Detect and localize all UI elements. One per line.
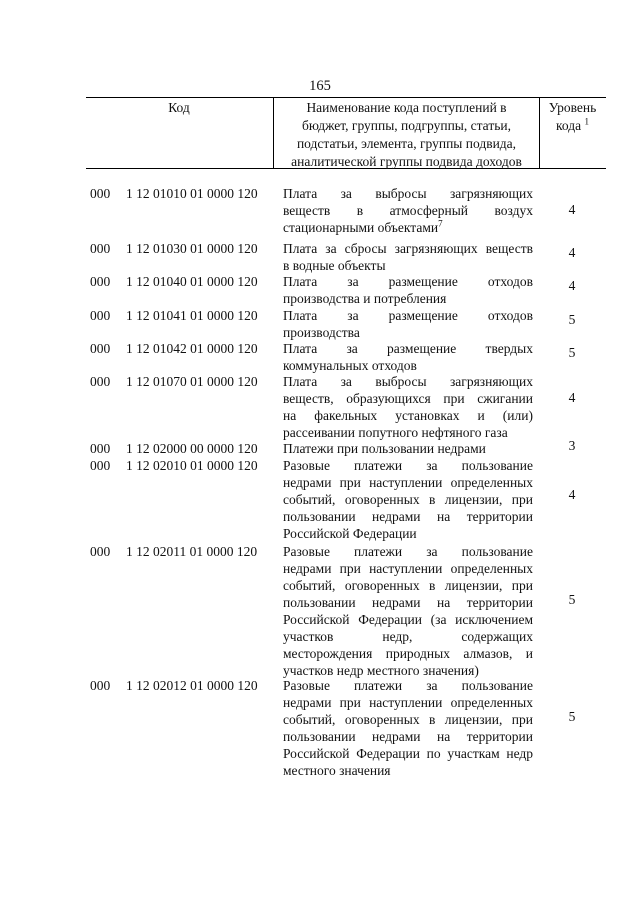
row-name-line: Российской Федерации bbox=[283, 526, 417, 541]
row-name-line: участков недр местного значения) bbox=[283, 663, 479, 678]
row-name-line: рассеивании попутного нефтяного газа bbox=[283, 425, 508, 440]
row-code: 1 12 02012 01 0000 120 bbox=[126, 678, 258, 693]
row-name-line: недрами при наступлении определенных bbox=[283, 695, 533, 710]
row-prefix: 000 bbox=[90, 458, 111, 473]
header-level-text: кода bbox=[556, 118, 582, 133]
row-prefix: 000 bbox=[90, 374, 111, 389]
row-level: 4 bbox=[568, 202, 576, 217]
row-name-line: событий, оговоренных в лицензии, при bbox=[283, 578, 533, 593]
table-header bbox=[86, 97, 606, 169]
row-name-line: пользовании недрами на территории bbox=[283, 509, 533, 524]
row-name-line: коммунальных отходов bbox=[283, 358, 417, 373]
row-name bbox=[283, 185, 533, 236]
header-level-cell bbox=[539, 98, 606, 168]
row-name-text: стационарными объектами bbox=[283, 220, 439, 235]
row-level: 5 bbox=[568, 345, 576, 360]
row-name-line: производства bbox=[283, 325, 360, 340]
row-name-line: Плата за выбросы загрязняющих bbox=[283, 374, 533, 389]
row-name-line: событий, оговоренных в лицензии, при bbox=[283, 492, 533, 507]
row-name-line: недрами при наступлении определенных bbox=[283, 475, 533, 490]
row-prefix: 000 bbox=[90, 441, 111, 456]
row-prefix: 000 bbox=[90, 274, 111, 289]
row-name-line: Плата за сбросы загрязняющих веществ bbox=[283, 241, 533, 256]
row-level: 4 bbox=[568, 245, 576, 260]
row-name bbox=[283, 340, 533, 374]
header-name-line: бюджет, группы, подгруппы, статьи, bbox=[302, 118, 511, 133]
header-name-line: Наименование кода поступлений в bbox=[306, 100, 507, 115]
row-level: 5 bbox=[568, 592, 576, 607]
row-code: 1 12 02010 01 0000 120 bbox=[126, 458, 258, 473]
header-level-sup: 1 bbox=[584, 116, 589, 127]
row-name-line: Российской Федерации (за исключением bbox=[283, 612, 533, 627]
row-level: 3 bbox=[568, 438, 576, 453]
row-name-line bbox=[283, 219, 533, 236]
row-prefix: 000 bbox=[90, 544, 111, 559]
row-prefix: 000 bbox=[90, 241, 111, 256]
row-prefix: 000 bbox=[90, 186, 111, 201]
row-name bbox=[283, 543, 533, 679]
row-name bbox=[283, 440, 533, 457]
header-code: Код bbox=[168, 100, 190, 115]
footnote-marker: 7 bbox=[438, 218, 443, 229]
row-level: 5 bbox=[568, 709, 576, 724]
row-name-line: недрами при наступлении определенных bbox=[283, 561, 533, 576]
row-code: 1 12 02000 00 0000 120 bbox=[126, 441, 258, 456]
row-name-line: Плата за размещение отходов bbox=[283, 274, 533, 289]
row-name-line: событий, оговоренных в лицензии, при bbox=[283, 712, 533, 727]
page-number: 165 bbox=[309, 78, 331, 94]
row-name-line: веществ, образующихся при сжигании bbox=[283, 391, 533, 406]
row-code: 1 12 02011 01 0000 120 bbox=[126, 544, 258, 559]
row-name-line: Разовые платежи за пользование bbox=[283, 458, 533, 473]
row-name bbox=[283, 240, 533, 274]
row-name bbox=[283, 457, 533, 542]
row-name-line: производства и потребления bbox=[283, 291, 447, 306]
header-level-line2 bbox=[539, 116, 606, 134]
row-code: 1 12 01040 01 0000 120 bbox=[126, 274, 258, 289]
row-name-line: Плата за размещение твердых bbox=[283, 341, 533, 356]
row-name-line: Разовые платежи за пользование bbox=[283, 544, 533, 559]
row-code: 1 12 01070 01 0000 120 bbox=[126, 374, 258, 389]
row-level: 5 bbox=[568, 312, 576, 327]
header-name-line: аналитической группы подвида доходов bbox=[291, 154, 522, 169]
row-prefix: 000 bbox=[90, 341, 111, 356]
row-name-line: в водные объекты bbox=[283, 258, 386, 273]
row-code: 1 12 01030 01 0000 120 bbox=[126, 241, 258, 256]
row-name-line: на факельных установках и (или) bbox=[283, 408, 533, 423]
row-prefix: 000 bbox=[90, 308, 111, 323]
row-level: 4 bbox=[568, 278, 576, 293]
row-name-line: Платежи при пользовании недрами bbox=[283, 441, 486, 456]
row-name-line: веществ в атмосферный воздух bbox=[283, 203, 533, 218]
header-code-cell bbox=[86, 98, 272, 168]
row-name-line: участков недр, содержащих bbox=[283, 629, 533, 644]
row-code: 1 12 01042 01 0000 120 bbox=[126, 341, 258, 356]
row-level: 4 bbox=[568, 390, 576, 405]
header-name-line: подстатьи, элемента, группы подвида, bbox=[296, 136, 517, 151]
row-name-line: пользовании недрами на территории bbox=[283, 595, 533, 610]
row-name-line: Разовые платежи за пользование bbox=[283, 678, 533, 693]
row-name-line: Плата за выбросы загрязняющих bbox=[283, 186, 533, 201]
row-name bbox=[283, 373, 533, 441]
row-code: 1 12 01010 01 0000 120 bbox=[126, 186, 258, 201]
row-name-line: Плата за размещение отходов bbox=[283, 308, 533, 323]
row-name-line: Российской Федерации по участкам недр bbox=[283, 746, 533, 761]
row-name bbox=[283, 273, 533, 307]
row-name-line: местного значения bbox=[283, 763, 391, 778]
row-name bbox=[283, 677, 533, 779]
row-level: 4 bbox=[568, 487, 576, 502]
row-name bbox=[283, 307, 533, 341]
row-code: 1 12 01041 01 0000 120 bbox=[126, 308, 258, 323]
header-level-line1: Уровень bbox=[548, 100, 597, 115]
row-prefix: 000 bbox=[90, 678, 111, 693]
row-name-line: пользовании недрами на территории bbox=[283, 729, 533, 744]
row-name-line: месторождения природных алмазов, и bbox=[283, 646, 533, 661]
header-name-cell bbox=[273, 98, 540, 168]
